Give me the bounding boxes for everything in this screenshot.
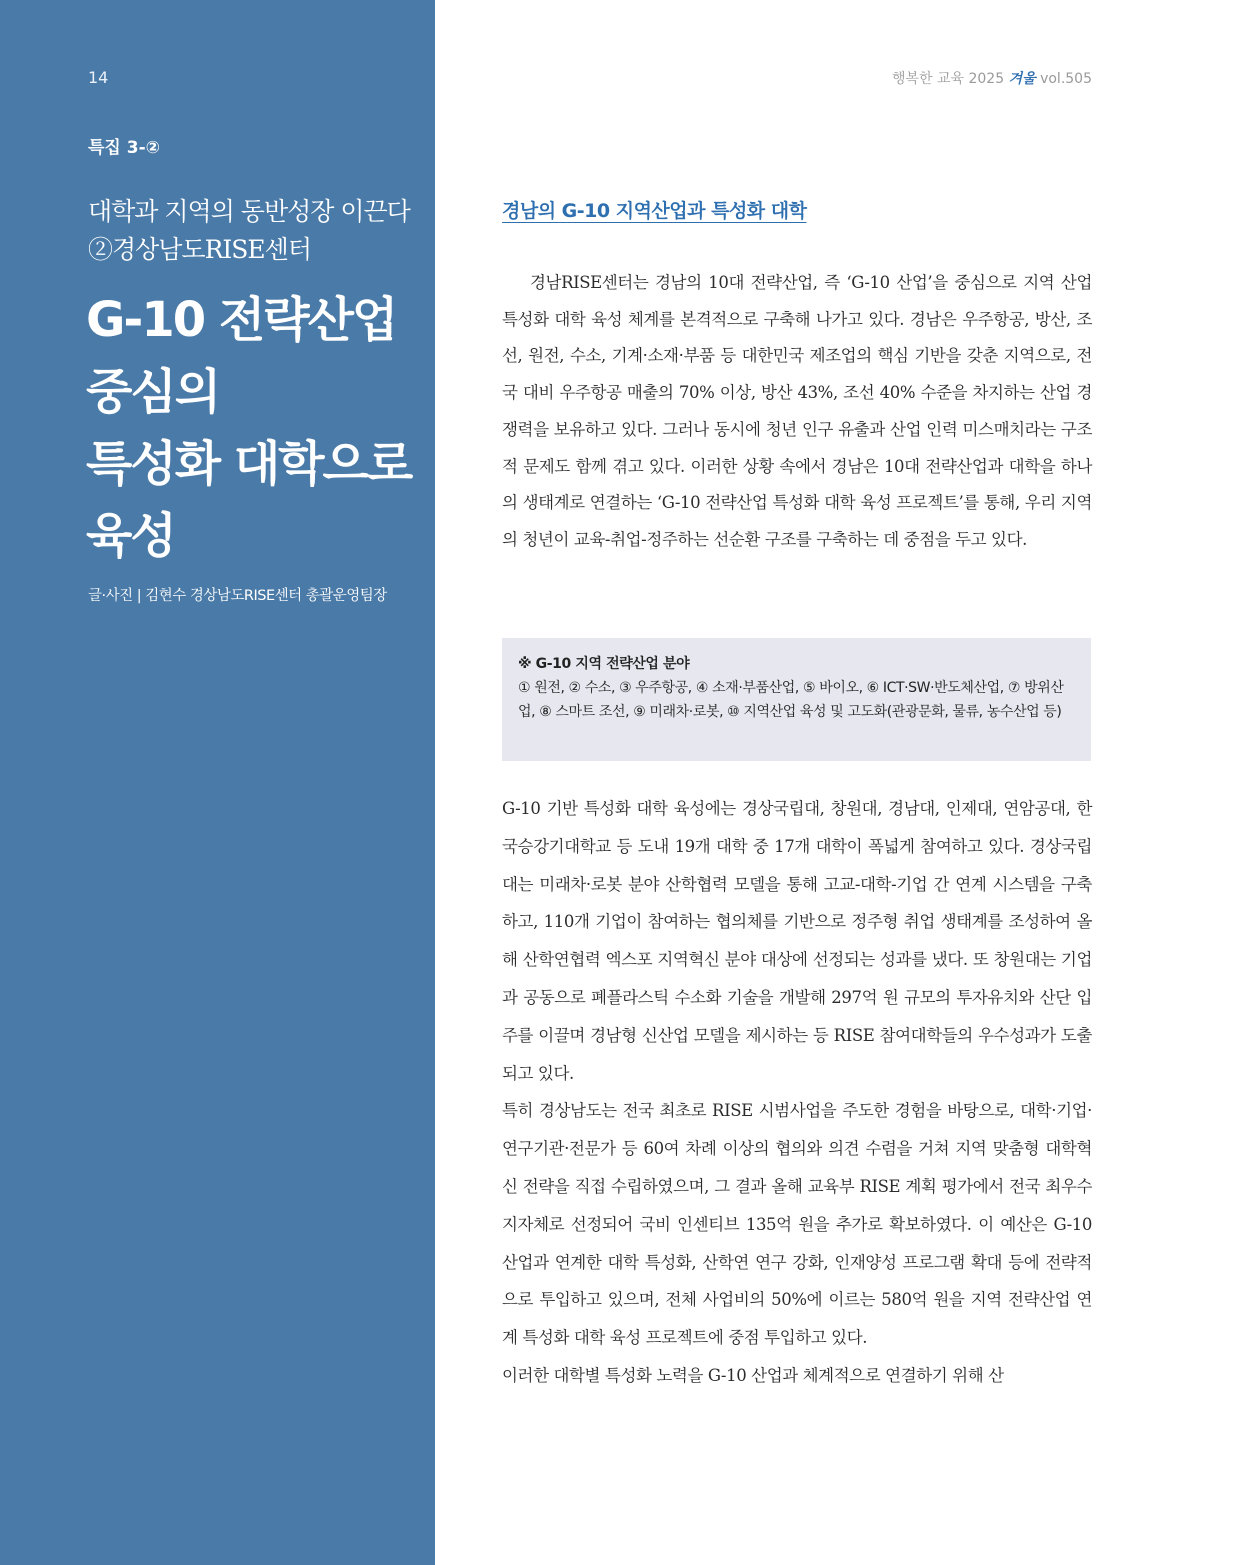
magazine-name: 행복한 교육 2025 xyxy=(891,71,1005,87)
body-paragraph: G-10 기반 특성화 대학 육성에는 경상국립대, 창원대, 경남대, 인제대, 연암공대, 한국승강기대학교 등 도내 19개 대학 중 17개 대학이 폭넓게 참여하고 있다. 경상국립대는 미래차·로봇 분야 산학협력 모델을 통해 고교-대학-기업 간 연계 시스템을 구축하고, 110개 기업이 참여하는 협의체를 기반으로 정주형 취업 생태계를 조성하여 올해 산학연협력 엑스포 지역혁신 분야 대상에 선정되는 성과를 냈다. 또 창원대는 기업과 공동으로 폐플라스틱 수소화 기술을 개발해 297억 원 규모의 투자유치와 산단 입주를 이끌며 경남형 신산업 모델을 제시하는 등 RISE 참여대학들의 우수성과가 도출되고 있다. xyxy=(502,799,1092,1083)
callout-title: ※ G-10 지역 전략산업 분야 xyxy=(518,656,690,672)
section-subheading: 경남의 G-10 지역산업과 특성화 대학 xyxy=(502,200,807,222)
byline: 글·사진 | 김현수 경상남도RISE센터 총괄운영팀장 xyxy=(88,588,387,604)
article-title-line: 특성화 대학으로 xyxy=(86,436,412,492)
season-mark: 겨울 xyxy=(1008,71,1036,87)
page-number: 14 xyxy=(88,68,109,87)
series-title xyxy=(88,193,423,269)
running-header xyxy=(892,68,1092,88)
article-title-line: 중심의 xyxy=(86,364,220,420)
series-title-line: 대학과 지역의 동반성장 이끈다 xyxy=(88,197,410,226)
title-sidebar xyxy=(0,0,435,1565)
article-title xyxy=(86,284,426,572)
body-paragraph: 특히 경상남도는 전국 최초로 RISE 시범사업을 주도한 경험을 바탕으로, 대학·기업·연구기관·전문가 등 60여 차례 이상의 협의와 의견 수렴을 거쳐 지역 맞춤형 대학혁신 전략을 직접 수립하였으며, 그 결과 올해 교육부 RISE 계획 평가에서 전국 최우수 지자체로 선정되어 국비 인센티브 135억 원을 추가로 확보하였다. 이 예산은 G-10 산업과 연계한 대학 특성화, 산학연 연구 강화, 인재양성 프로그램 확대 등에 전략적으로 투입하고 있으며, 전체 사업비의 50%에 이르는 580억 원을 지역 전략산업 연계 특성화 대학 육성 프로젝트에 중점 투입하고 있다. xyxy=(502,1101,1092,1348)
callout-list: ① 원전, ② 수소, ③ 우주항공, ④ 소재·부품산업, ⑤ 바이오, ⑥ ICT·SW·반도체산업, ⑦ 방위산업, ⑧ 스마트 조선, ⑨ 미래차·로봇, ⑩ 지역산업 육성 및 고도화(관광문화, 물류, 농수산업 등) xyxy=(518,680,1064,720)
volume-number: vol.505 xyxy=(1040,71,1092,87)
industry-callout-box xyxy=(502,638,1091,761)
intro-block xyxy=(502,265,1092,559)
body-block xyxy=(502,790,1092,1395)
intro-paragraph: 경남RISE센터는 경남의 10대 전략산업, 즉 ‘G-10 산업’을 중심으로 지역 산업 특성화 대학 육성 체계를 본격적으로 구축해 나가고 있다. 경남은 우주항공, 방산, 조선, 원전, 수소, 기계·소재·부품 등 대한민국 제조업의 핵심 기반을 갖춘 지역으로, 전국 대비 우주항공 매출의 70% 이상, 방산 43%, 조선 40% 수준을 차지하는 산업 경쟁력을 보유하고 있다. 그러나 동시에 청년 인구 유출과 산업 인력 미스매치라는 구조적 문제도 함께 겪고 있다. 이러한 상황 속에서 경남은 10대 전략산업과 대학을 하나의 생태계로 연결하는 ‘G-10 전략산업 특성화 대학 육성 프로젝트’를 통해, 우리 지역의 청년이 교육-취업-정주하는 선순환 구조를 구축하는 데 중점을 두고 있다. xyxy=(502,273,1092,549)
article-title-line: 육성 xyxy=(86,508,175,564)
series-title-line: ②경상남도RISE센터 xyxy=(88,235,311,264)
section-label: 특집 3-② xyxy=(88,138,161,158)
article-title-line: G-10 전략산업 xyxy=(86,292,397,348)
body-paragraph: 이러한 대학별 특성화 노력을 G-10 산업과 체계적으로 연결하기 위해 산 xyxy=(502,1365,1004,1385)
